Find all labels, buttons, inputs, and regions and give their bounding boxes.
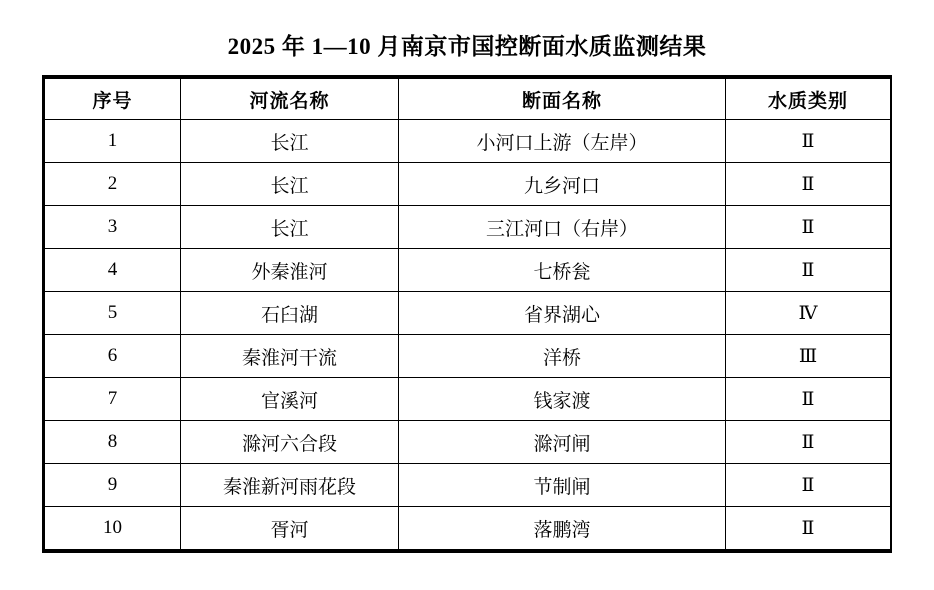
cell-section-name: 省界湖心 bbox=[399, 292, 726, 335]
cell-water-quality-grade: Ⅱ bbox=[726, 206, 891, 249]
column-header-water-quality-grade: 水质类别 bbox=[726, 79, 891, 120]
table-row bbox=[45, 163, 891, 206]
cell-water-quality-grade: Ⅳ bbox=[726, 292, 891, 335]
cell-section-name: 洋桥 bbox=[399, 335, 726, 378]
cell-section-name: 钱家渡 bbox=[399, 378, 726, 421]
page-title: 2025 年 1—10 月南京市国控断面水质监测结果 bbox=[227, 34, 707, 59]
monitoring-results-table bbox=[44, 78, 891, 550]
cell-water-quality-grade: Ⅱ bbox=[726, 464, 891, 507]
cell-serial-number: 1 bbox=[45, 120, 181, 163]
table-row bbox=[45, 378, 891, 421]
table-row bbox=[45, 206, 891, 249]
cell-water-quality-grade: Ⅱ bbox=[726, 249, 891, 292]
cell-section-name: 小河口上游（左岸） bbox=[399, 120, 726, 163]
table-row bbox=[45, 421, 891, 464]
cell-section-name: 滁河闸 bbox=[399, 421, 726, 464]
cell-river-name: 滁河六合段 bbox=[181, 421, 399, 464]
cell-water-quality-grade: Ⅱ bbox=[726, 120, 891, 163]
cell-section-name: 落鹏湾 bbox=[399, 507, 726, 550]
cell-serial-number: 2 bbox=[45, 163, 181, 206]
cell-serial-number: 5 bbox=[45, 292, 181, 335]
column-header-river-name: 河流名称 bbox=[181, 79, 399, 120]
cell-river-name: 秦淮河干流 bbox=[181, 335, 399, 378]
cell-river-name: 石臼湖 bbox=[181, 292, 399, 335]
cell-section-name: 三江河口（右岸） bbox=[399, 206, 726, 249]
cell-river-name: 胥河 bbox=[181, 507, 399, 550]
cell-river-name: 官溪河 bbox=[181, 378, 399, 421]
cell-serial-number: 7 bbox=[45, 378, 181, 421]
cell-water-quality-grade: Ⅲ bbox=[726, 335, 891, 378]
cell-section-name: 九乡河口 bbox=[399, 163, 726, 206]
table-header-row bbox=[45, 79, 891, 120]
cell-serial-number: 10 bbox=[45, 507, 181, 550]
table-row bbox=[45, 507, 891, 550]
cell-water-quality-grade: Ⅱ bbox=[726, 421, 891, 464]
cell-section-name: 节制闸 bbox=[399, 464, 726, 507]
cell-river-name: 外秦淮河 bbox=[181, 249, 399, 292]
cell-serial-number: 3 bbox=[45, 206, 181, 249]
column-header-section-name: 断面名称 bbox=[399, 79, 726, 120]
cell-section-name: 七桥瓮 bbox=[399, 249, 726, 292]
monitoring-results-table-frame bbox=[42, 75, 892, 553]
table-row bbox=[45, 292, 891, 335]
cell-serial-number: 9 bbox=[45, 464, 181, 507]
table-row bbox=[45, 120, 891, 163]
table-row bbox=[45, 335, 891, 378]
table-row bbox=[45, 464, 891, 507]
cell-water-quality-grade: Ⅱ bbox=[726, 507, 891, 550]
cell-serial-number: 8 bbox=[45, 421, 181, 464]
cell-river-name: 长江 bbox=[181, 163, 399, 206]
column-header-serial-number: 序号 bbox=[45, 79, 181, 120]
table-row bbox=[45, 249, 891, 292]
cell-serial-number: 6 bbox=[45, 335, 181, 378]
cell-water-quality-grade: Ⅱ bbox=[726, 163, 891, 206]
cell-river-name: 长江 bbox=[181, 120, 399, 163]
cell-water-quality-grade: Ⅱ bbox=[726, 378, 891, 421]
cell-serial-number: 4 bbox=[45, 249, 181, 292]
cell-river-name: 长江 bbox=[181, 206, 399, 249]
cell-river-name: 秦淮新河雨花段 bbox=[181, 464, 399, 507]
